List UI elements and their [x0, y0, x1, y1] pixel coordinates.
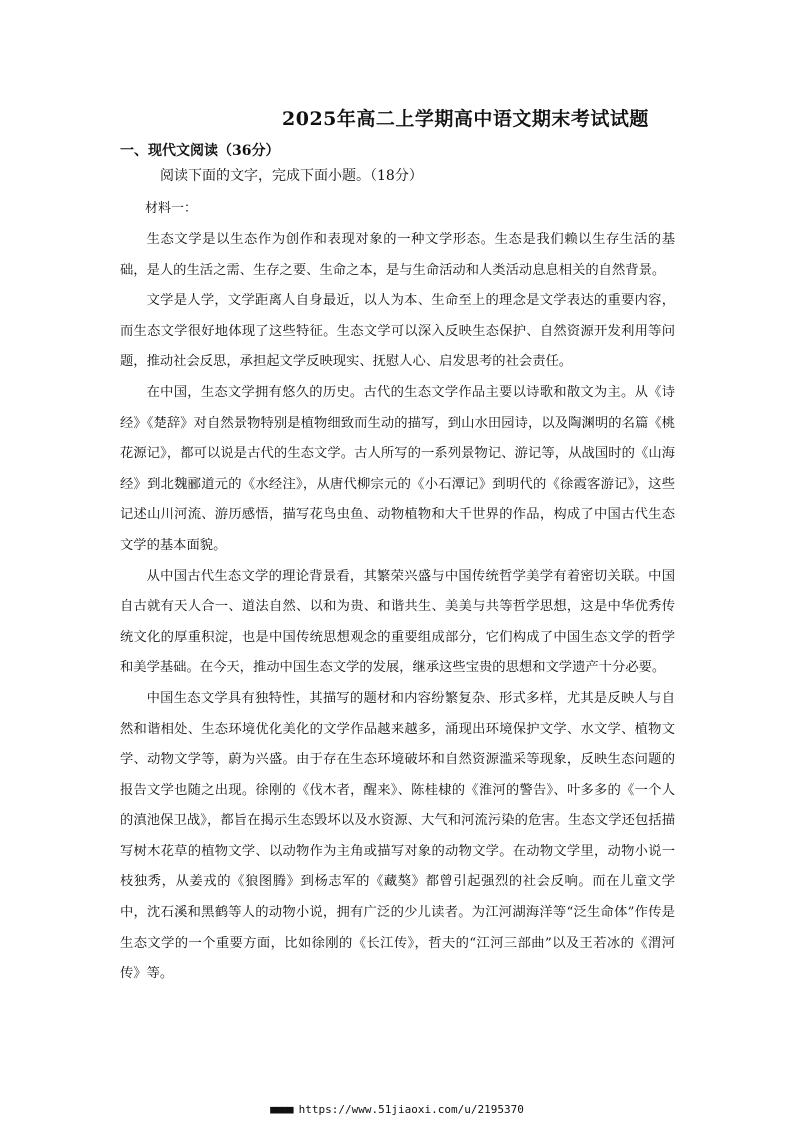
footer-dots: ■■■■ [270, 1103, 293, 1116]
footer-watermark [0, 1103, 794, 1116]
reading-instruction: 阅读下面的文字，完成下面小题。（18分） [160, 168, 423, 184]
section-heading: 一、现代文阅读（36分） [120, 143, 280, 159]
paragraph-5: 中国生态文学具有独特性，其描写的题材和内容纷繁复杂、形式多样，尤其是反映人与自然和谐相处、生态环境优化美化的文学作品越来越多，涌现出环境保护文学、水文学、植物文学、动物文学等，蔚为兴盛。由于存在生态环境破坏和自然资源滥采等现象，反映生态问题的报告文学也随之出现。徐刚的《伐木者，醒来》、陈桂棣的《淮河的警告》、叶多多的《一个人的滇池保卫战》，都旨在揭示生态毁坏以及水资源、大气和河流污染的危害。生态文学还包括描写树木花草的植物文学、以动物作为主角或描写对象的动物文学。在动物文学里，动物小说一枝独秀，从姜戎的《狼图腾》到杨志军的《藏獒》都曾引起强烈的社会反响。而在儿童文学中，沈石溪和黑鹤等人的动物小说，拥有广泛的少儿读者。为江河湖海洋等“泛生命体”作传是生态文学的一个重要方面，比如徐刚的《长江传》，哲夫的“江河三部曲”以及王若冰的《渭河传》等。 [120, 690, 675, 982]
footer-url-link[interactable]: https://www.51jiaoxi.com/u/2195370 [298, 1103, 524, 1116]
passage-body [120, 225, 675, 990]
exam-title: 2025年高二上学期高中语文期末考试试题 [282, 108, 649, 130]
paragraph-4: 从中国古代生态文学的理论背景看，其繁荣兴盛与中国传统哲学美学有着密切关联。中国自古就有天人合一、道法自然、以和为贵、和谐共生、美美与共等哲学思想，这是中华优秀传统文化的厚重积淀，也是中国传统思想观念的重要组成部分，它们构成了中国生态文学的哲学和美学基础。在今天，推动中国生态文学的发展，继承这些宝贵的思想和文学遗产十分必要。 [120, 568, 675, 676]
paragraph-1: 生态文学是以生态作为创作和表现对象的一种文学形态。生态是我们赖以生存生活的基础，是人的生活之需、生存之要、生命之本，是与生命活动和人类活动息息相关的自然背景。 [120, 232, 675, 278]
material-label: 材料一： [145, 201, 198, 216]
paragraph-2: 文学是人学，文学距离人自身最近，以人为本、生命至上的理念是文学表达的重要内容，而生态文学很好地体现了这些特征。生态文学可以深入反映生态保护、自然资源开发利用等问题，推动社会反思，承担起文学反映现实、抚慰人心、启发思考的社会责任。 [120, 293, 675, 370]
paragraph-3: 在中国，生态文学拥有悠久的历史。古代的生态文学作品主要以诗歌和散文为主。从《诗经》《楚辞》对自然景物特别是植物细致而生动的描写，到山水田园诗，以及陶渊明的名篇《桃花源记》，都可以说是古代的生态文学。古人所写的一系列景物记、游记等，从战国时的《山海经》到北魏郦道元的《水经注》，从唐代柳宗元的《小石潭记》到明代的《徐霞客游记》，这些记述山川河流、游历感悟，描写花鸟虫鱼、动物植物和大千世界的作品，构成了中国古代生态文学的基本面貌。 [120, 384, 675, 553]
